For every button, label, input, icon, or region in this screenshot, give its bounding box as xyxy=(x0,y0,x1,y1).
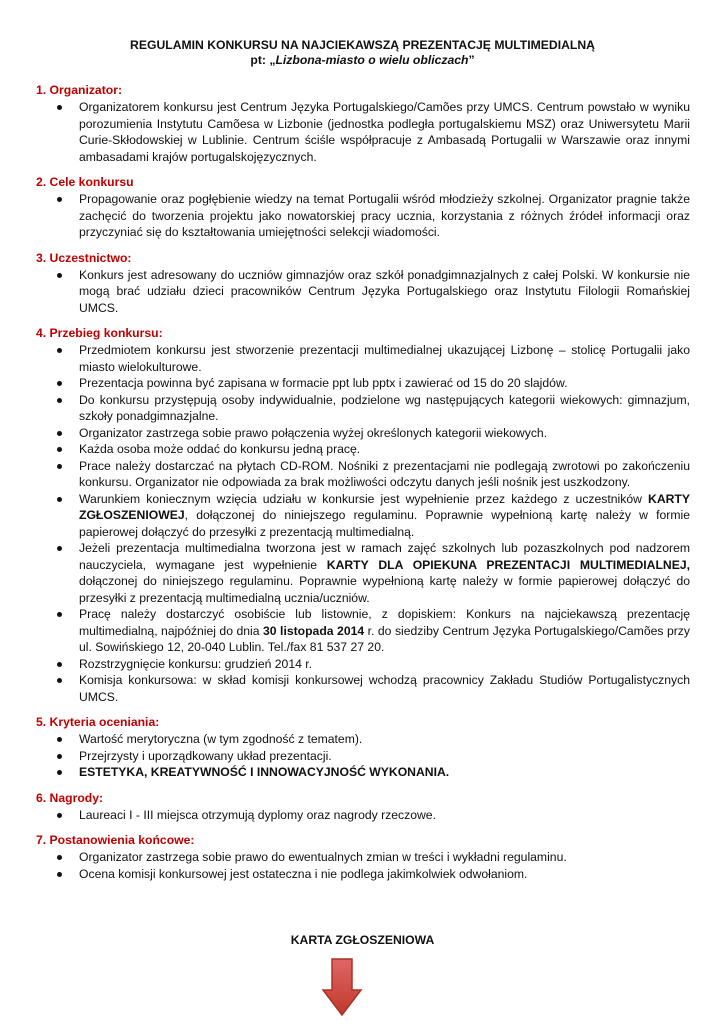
document-title: REGULAMIN KONKURSU NA NAJCIEKAWSZĄ PREZENTACJĘ MULTIMEDIALNĄ xyxy=(130,38,595,52)
section-heading: 5. Kryteria oceniania: xyxy=(36,715,160,729)
list-item: Propagowanie oraz pogłębienie wiedzy na temat Portugalii wśród młodzieży szkolnej. Organizator pragnie także zachęcić do tworzenia projektu jako nowatorskiej pracy ucznia, korzystania z różnych źródeł informacji oraz przyczyniać się do kształtowania umiejętności selekcji wiadomości. xyxy=(36,191,690,241)
section-heading: 6. Nagrody: xyxy=(36,790,104,805)
section-heading: 3. Uczestnictwo: xyxy=(36,250,132,265)
list-item: Organizator zastrzega sobie prawo połączenia wyżej określonych kategorii wiekowych. xyxy=(36,425,690,442)
bullet-list xyxy=(36,99,690,165)
list-item: Laureaci I - III miejsca otrzymują dyplomy oraz nagrody rzeczowe. xyxy=(36,807,690,824)
bullet-list xyxy=(36,807,690,824)
section xyxy=(36,714,690,781)
document-subtitle xyxy=(0,52,725,68)
section xyxy=(36,790,690,824)
subtitle-italic: Lizbona-miasto o wielu obliczach xyxy=(275,53,469,67)
sections-container xyxy=(36,82,690,882)
form-title: KARTA ZGŁOSZENIOWA xyxy=(290,933,435,947)
list-item: Komisja konkursowa: w skład komisji konkursowej wchodzą pracownicy Zakładu Studiów Portugalistycznych UMCS. xyxy=(36,672,690,705)
section xyxy=(36,174,690,241)
bullet-list xyxy=(36,849,690,882)
list-item: Jeżeli prezentacja multimedialna tworzona jest w ramach zajęć szkolnych lub pozaszkolnych pod nadzorem nauczyciela, wymagane jest wypełnienie KARTY DLA OPIEKUNA PREZENTACJI MULTIMEDIALNEJ, dołączonej do niniejszego regulaminu. Poprawnie wypełnioną kartę należy w formie papierowej dołączyć do przesyłki z prezentacją multimedialną ucznia/uczniów. xyxy=(36,540,690,606)
bullet-list xyxy=(36,267,690,317)
subtitle-prefix: pt: „ xyxy=(250,53,276,67)
list-item: Przejrzysty i uporządkowany układ prezentacji. xyxy=(36,748,690,765)
bullet-list xyxy=(36,342,690,705)
list-item: Konkurs jest adresowany do uczniów gimnazjów oraz szkół ponadgimnazjalnych z całej Polski. W konkursie nie mogą brać udziału dzieci pracowników Centrum Języka Portugalskiego oraz Instytutu Filologii Romańskiej UMCS. xyxy=(36,267,690,317)
list-item: Organizator zastrzega sobie prawo do ewentualnych zmian w treści i wykładni regulaminu. xyxy=(36,849,690,866)
list-item: Do konkursu przystępują osoby indywidualnie, podzielone wg następujących kategorii wiekowych: gimnazjum, szkoły ponadgimnazjalne. xyxy=(36,392,690,425)
section xyxy=(36,82,690,165)
subtitle-suffix: ” xyxy=(468,53,475,67)
list-item: Prezentacja powinna być zapisana w formacie ppt lub pptx i zawierać od 15 do 20 slajdów. xyxy=(36,375,690,392)
list-item: Wartość merytoryczna (w tym zgodność z tematem). xyxy=(36,731,690,748)
section-heading: 7. Postanowienia końcowe: xyxy=(36,833,195,847)
section xyxy=(36,250,690,317)
bullet-list xyxy=(36,191,690,241)
list-item: Warunkiem koniecznym wzięcia udziału w konkursie jest wypełnienie przez każdego z uczestników KARTY ZGŁOSZENIOWEJ, dołączonej do niniejszego regulaminu. Poprawnie wypełnioną kartę należy w formie papierowej dołączyć do przesyłki z prezentacją multimedialną. xyxy=(36,491,690,541)
list-item: Każda osoba może oddać do konkursu jedną pracę. xyxy=(36,441,690,458)
section-heading: 1. Organizator: xyxy=(36,83,123,97)
list-item: Rozstrzygnięcie konkursu: grudzień 2014 r. xyxy=(36,656,690,673)
list-item: Ocena komisji konkursowej jest ostateczna i nie podlega jakimkolwiek odwołaniom. xyxy=(36,866,690,883)
list-item: ESTETYKA, KREATYWNOŚĆ I INNOWACYJNOŚĆ WYKONANIA. xyxy=(36,764,690,781)
section-heading: 4. Przebieg konkursu: xyxy=(36,326,163,340)
down-arrow-icon xyxy=(321,957,363,1017)
bullet-list xyxy=(36,731,690,781)
section-heading: 2. Cele konkursu xyxy=(36,175,134,189)
list-item: Organizatorem konkursu jest Centrum Języka Portugalskiego/Camões przy UMCS. Centrum powstało w wyniku porozumienia Instytutu Camõesa w Lizbonie (jednostka podległa portugalskiemu MSZ) oraz Uniwersytetu Marii Curie-Skłodowskiej w Lublinie. Centrum ściśle współpracuje z Ambasadą Portugalii w Warszawie oraz innymi ambasadami krajów portugalskojęzycznych. xyxy=(36,99,690,165)
section xyxy=(36,832,690,882)
list-item: Pracę należy dostarczyć osobiście lub listownie, z dopiskiem: Konkurs na najciekawszą prezentację multimedialną, najpóźniej do dnia 30 listopada 2014 r. do siedziby Centrum Języka Portugalskiego/Camões przy ul. Sowińskiego 12, 20-040 Lublin. Tel./fax 81 537 27 20. xyxy=(36,606,690,656)
list-item: Prace należy dostarczać na płytach CD-ROM. Nośniki z prezentacjami nie podlegają zwrotowi po zakończeniu konkursu. Organizator nie odpowiada za brak możliwości odczytu danych jeśli nośnik jest uszkodzony. xyxy=(36,458,690,491)
list-item: Przedmiotem konkursu jest stworzenie prezentacji multimedialnej ukazującej Lizbonę – stolicę Portugalii jako miasto wielokulturowe. xyxy=(36,342,690,375)
section xyxy=(36,325,690,705)
